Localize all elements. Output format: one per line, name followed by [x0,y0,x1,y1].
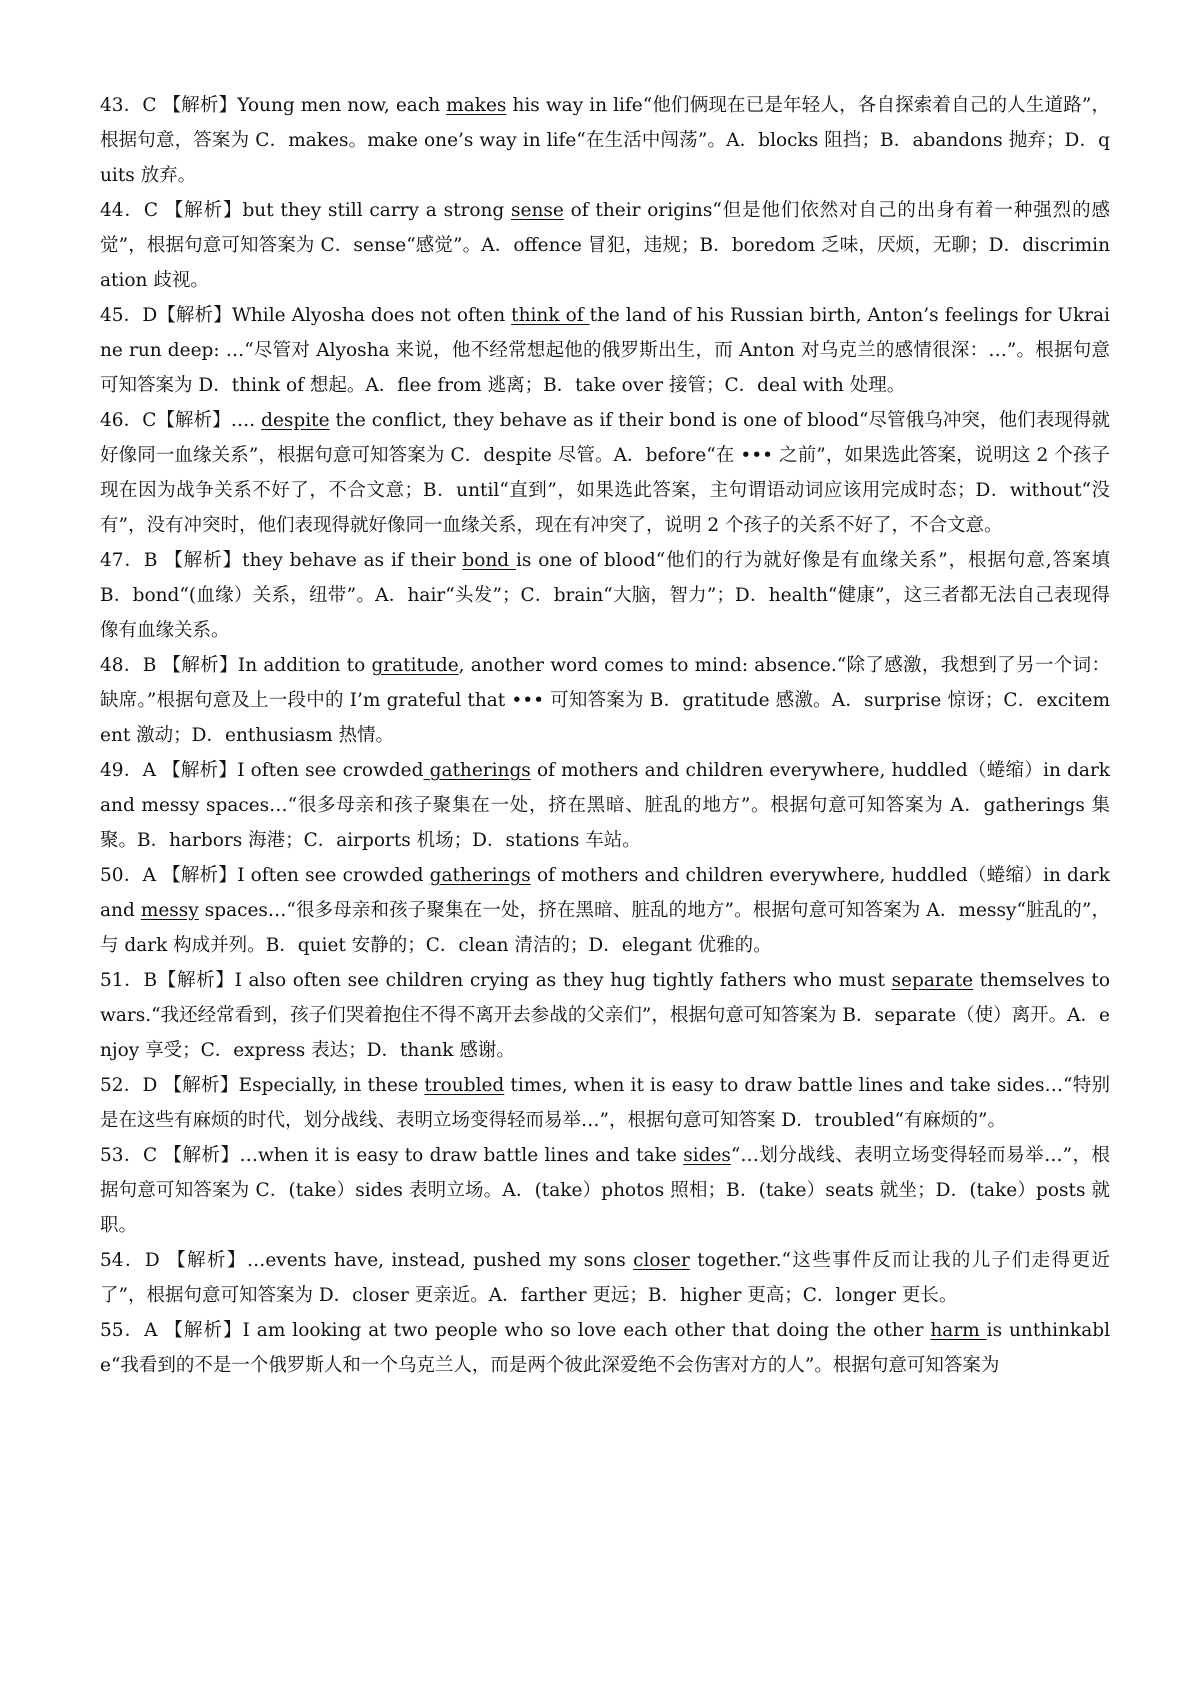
explanation-text: 44．C 【解析】but they still carry a strong [100,200,512,221]
explanation-text: 49．A 【解析】I often see crowded [100,760,424,781]
explanation-paragraph [100,1313,1110,1383]
underlined-answer-word: think of [511,305,590,326]
explanation-text: spaces…“很多母亲和孩子聚集在一处，挤在黑暗、脏乱的地方”。根据句意可知答案为 A．messy“脏乱的”，与 dark 构成并列。B．quiet 安静的；C．clean 清洁的；D．elegant 优雅的。 [100,900,1111,956]
explanation-paragraph [100,753,1110,858]
underlined-answer-word: troubled [424,1075,505,1096]
explanation-text: the land of his Russian birth, Anton’s feelings for Ukraine run deep: …“尽管对 Alyosha 来说，他不经常想起他的俄罗斯出生，而 Anton 对乌克兰的感情很深：…”。根据句意可知答案为 D．think of 想起。A．flee from 逃离；B．take over 接管；C．deal with 处理。 [100,305,1110,396]
explanation-text: 50．A 【解析】I often see crowded [100,865,430,886]
explanation-text: times, when it is easy to draw battle lines and take sides…“特别是在这些有麻烦的时代，划分战线、表明立场变得轻而易举…”，根据句意可知答案 D．troubled“有麻烦的”。 [100,1075,1110,1131]
explanation-text: 46．C【解析】…. [100,410,262,431]
explanation-text: themselves to wars.“我还经常看到，孩子们哭着抱住不得不离开去参战的父亲们”，根据句意可知答案为 B．separate（使）离开。A．enjoy 享受；C．express 表达；D．thank 感谢。 [100,970,1110,1061]
explanation-paragraph [100,1068,1110,1138]
explanation-text: , another word comes to mind: absence.“除了感激，我想到了另一个词：缺席。”根据句意及上一段中的 I’m grateful that ••• 可知答案为 B．gratitude 感激。A．surprise 惊讶；C．excitement 激动；D．enthusiasm 热情。 [100,655,1110,746]
underlined-answer-word: closer [633,1250,690,1271]
explanation-text: 51．B【解析】I also often see children crying as they hug tightly fathers who must [100,970,892,991]
underlined-answer-word: sides [683,1145,731,1166]
explanation-text: his way in life“他们俩现在已是年轻人，各自探索着自己的人生道路”，根据句意，答案为 C．makes。make one’s way in life“在生活中闯荡”。A．blocks 阻挡；B．abandons 抛弃；D．quits 放弃。 [100,95,1111,186]
explanation-text: together.“这些事件反而让我的儿子们走得更近了”，根据句意可知答案为 D．closer 更亲近。A．farther 更远；B．higher 更高；C．longer 更长。 [100,1250,1110,1306]
explanation-paragraph [100,1138,1110,1243]
explanation-text: 53．C 【解析】…when it is easy to draw battle lines and take [100,1145,684,1166]
explanation-paragraph [100,298,1110,403]
explanation-text: “…划分战线、表明立场变得轻而易举…”，根据句意可知答案为 C．(take）sides 表明立场。A．(take）photos 照相；B．(take）seats 就坐；D．(take）posts 就职。 [100,1145,1110,1236]
underlined-answer-word: harm [930,1320,987,1341]
explanation-text: 45．D【解析】While Alyosha does not often [100,305,512,326]
underlined-answer-word: despite [261,410,330,431]
explanation-text: is unthinkable“我看到的不是一个俄罗斯人和一个乌克兰人，而是两个彼此深爱绝不会伤害对方的人”。根据句意可知答案为 [100,1320,1110,1376]
explanation-text: 52．D 【解析】Especially, in these [100,1075,425,1096]
explanation-paragraph [100,1243,1110,1313]
explanation-paragraph [100,963,1110,1068]
underlined-answer-word: gatherings [423,760,531,781]
explanation-text: 47．B 【解析】they behave as if their [100,550,463,571]
explanation-text: of their origins“但是他们依然对自己的出身有着一种强烈的感觉”，根据句意可知答案为 C．sense“感觉”。A．offence 冒犯，违规；B．boredom 乏味，厌烦，无聊；D．discrimination 歧视。 [100,200,1110,291]
explanation-paragraph [100,403,1110,543]
explanation-text: 43．C 【解析】Young men now, each [100,95,447,116]
explanation-text: of mothers and children everywhere, huddled（蜷缩）in dark and [100,865,1110,921]
underlined-answer-word: messy [140,900,199,921]
underlined-answer-word: makes [446,95,507,116]
explanation-paragraph [100,193,1110,298]
explanation-text: 55．A 【解析】I am looking at two people who so love each other that doing the other [100,1320,931,1341]
explanation-text: 54．D 【解析】…events have, instead, pushed my sons [100,1250,634,1271]
underlined-answer-word: gatherings [429,865,531,886]
underlined-answer-word: sense [511,200,564,221]
explanation-paragraph [100,88,1110,193]
underlined-answer-word: bond [462,550,516,571]
explanation-paragraph [100,648,1110,753]
underlined-answer-word: gratitude [371,655,459,676]
explanation-paragraph [100,543,1110,648]
explanation-text: is one of blood“他们的行为就好像是有血缘关系”，根据句意,答案填 B．bond“(血缘）关系，纽带”。A．hair“头发”；C．brain“大脑，智力”；D．health“健康”，这三者都无法自己表现得像有血缘关系。 [100,550,1110,641]
explanation-paragraph [100,858,1110,963]
explanation-text: 48．B 【解析】In addition to [100,655,372,676]
explanation-text: of mothers and children everywhere, huddled（蜷缩）in dark and messy spaces…“很多母亲和孩子聚集在一处，挤在黑暗、脏乱的地方”。根据句意可知答案为 A．gatherings 集聚。B．harbors 海港；C．airports 机场；D．stations 车站。 [100,760,1111,851]
answer-explanations [100,88,1110,1383]
explanation-text: the conflict, they behave as if their bond is one of blood“尽管俄乌冲突，他们表现得就好像同一血缘关系”，根据句意可知答案为 C．despite 尽管。A．before“在 ••• 之前”，如果选此答案，说明这 2 个孩子现在因为战争关系不好了，不合文意；B．until“直到”，如果选此答案，主句谓语动词应该用完成时态；D．without“没有”，没有冲突时，他们表现得就好像同一血缘关系，现在有冲突了，说明 2 个孩子的关系不好了，不合文意。 [100,410,1110,536]
underlined-answer-word: separate [891,970,974,991]
